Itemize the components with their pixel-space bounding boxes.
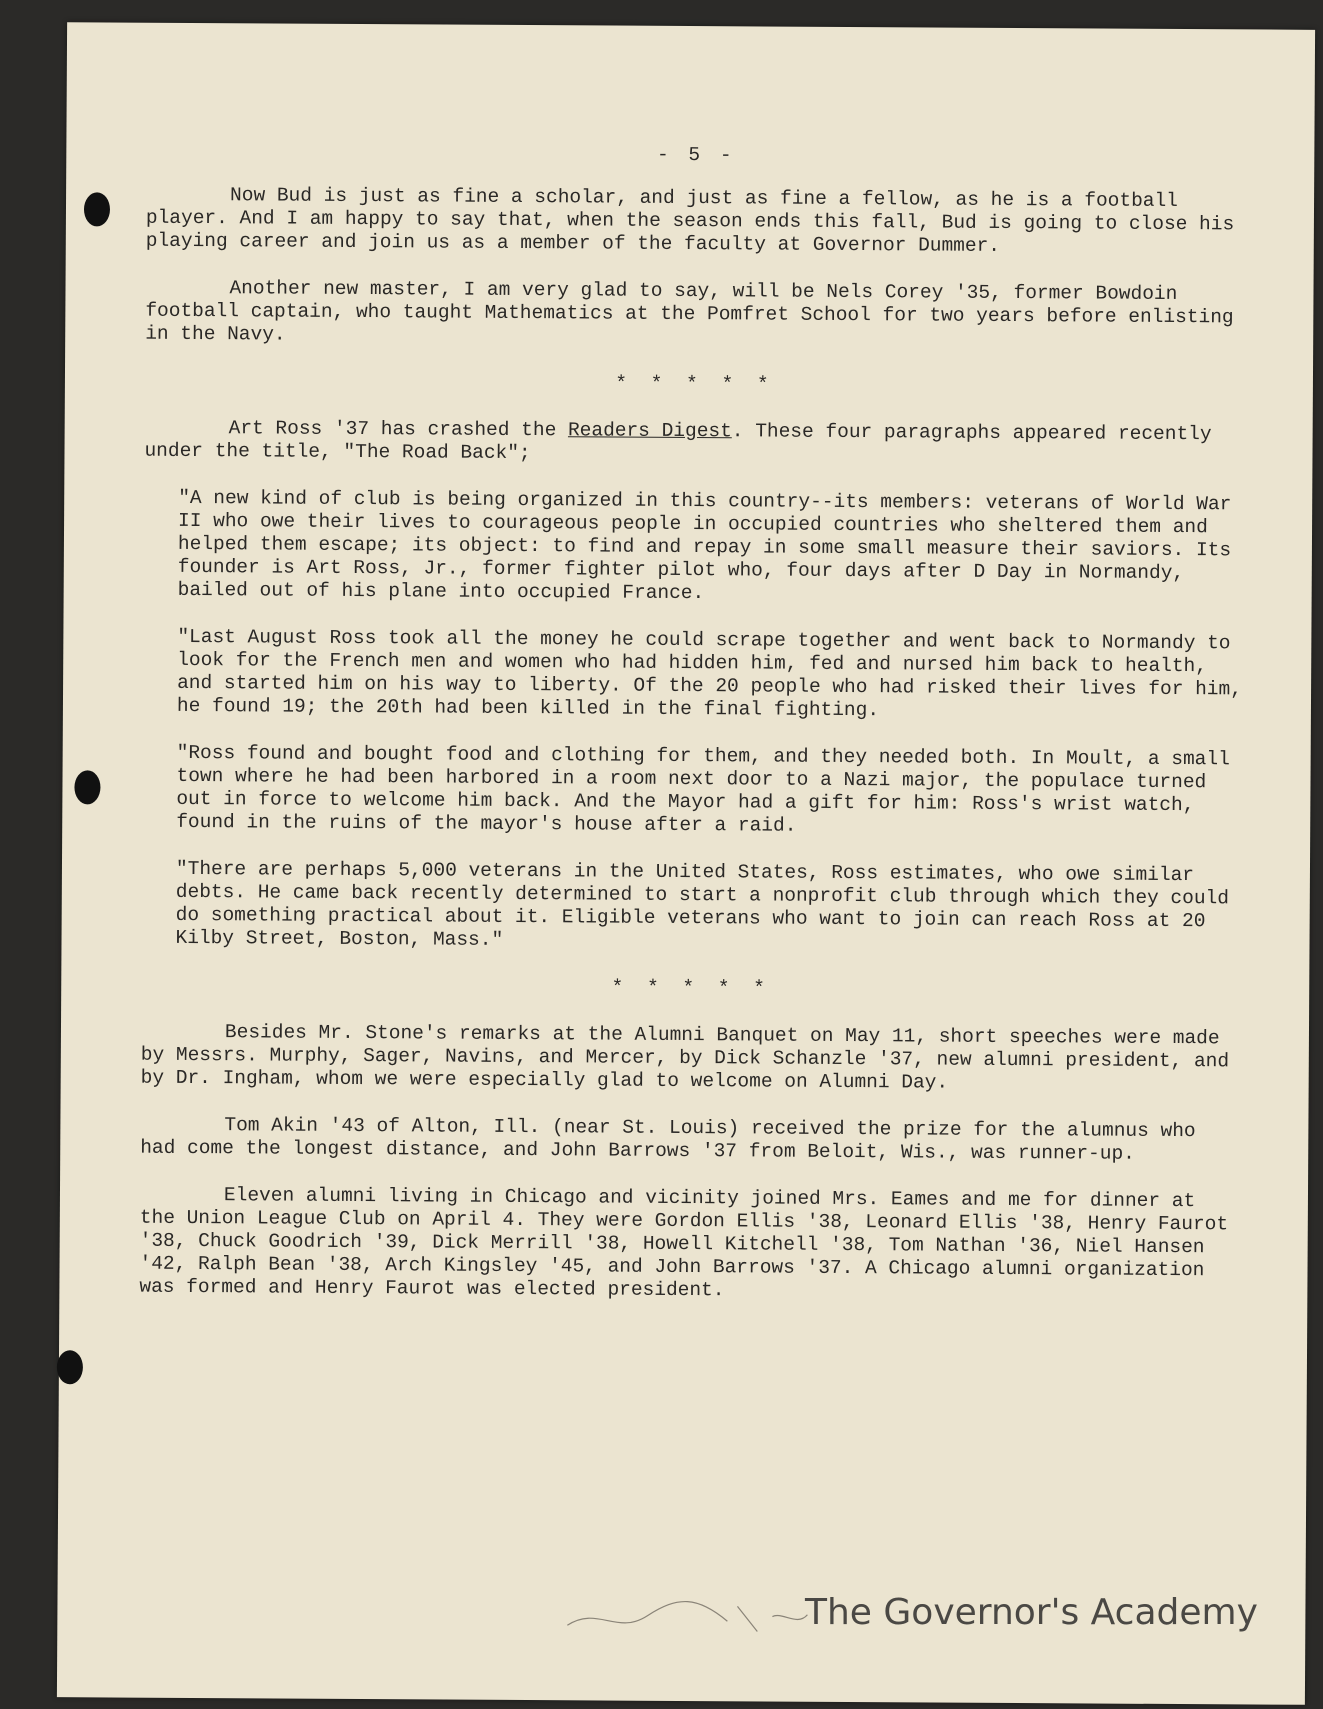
- paragraph-alumni-banquet: Besides Mr. Stone's remarks at the Alumni Banquet on May 11, short speeches were made by Messrs. Murphy, Sager, Navins, and Mercer, by Dick Schanzle '37, new alumni president, and by Dr. Ingham, whom we were especially glad to welcome on Alumni Day.: [140, 1021, 1241, 1094]
- page-number: - 5 -: [656, 143, 736, 167]
- quote-paragraph: "There are perhaps 5,000 veterans in the United States, Ross estimates, who owe similar debts. He came back recently determined to start a nonprofit club through which they could do something practical about it. Eligible veterans who want to join can reach Ross at 20 Kilby Street, Boston, Mass.": [175, 857, 1241, 951]
- quote-paragraph: "Last August Ross took all the money he could scrape together and went back to Normandy to look for the French men and women who had hidden him, fed and nursed him back to health, and started him on his way to liberty. Of the 20 people who had risked their lives for him, he found 19; the 20th had been killed in the final fighting.: [176, 625, 1254, 722]
- watermark: The Governor's Academy: [805, 1592, 1258, 1633]
- quote-paragraph: "A new kind of club is being organized in this country--its members: veterans of World War II who owe their lives to courageous people in occupied countries who sheltered them and helped them escape; its object: to find and repay in some small measure their saviors. Its founder is Art Ross, Jr., former fighter pilot who, four days after D Day in Normandy, bailed out of his plane into occupied France.: [177, 486, 1244, 605]
- intro-text: Art Ross '37 has crashed the: [228, 417, 569, 442]
- separator-stars: * * * * *: [615, 372, 775, 396]
- paragraph-readers-digest: [144, 417, 1244, 470]
- handwritten-mark: [557, 1585, 817, 1647]
- typed-text: [139, 141, 1254, 1330]
- punch-hole-top: [84, 192, 110, 226]
- document-page: [57, 22, 1315, 1705]
- intro-text-end: . These four paragraphs appeared recently under the title, "The Road Back";: [144, 420, 1224, 465]
- paragraph-bud: Now Bud is just as fine a scholar, and just as fine a fellow, as he is a football player. And I am happy to say that, when the season ends this fall, Bud is going to close his playing career and join us as a member of the faculty at Governor Dummer.: [145, 184, 1246, 257]
- readers-digest-title: Readers Digest: [567, 419, 732, 443]
- quote-paragraph: "Ross found and bought food and clothing for them, and they needed both. In Moult, a small town where he had been harbored in a room next door to a Nazi major, the populace turned out in force to welcome him back. And the Mayor had a gift for him: Ross's wrist watch, found in the ruins of the mayor's house after a raid.: [176, 741, 1242, 837]
- punch-hole-bottom: [57, 1350, 83, 1384]
- separator-stars: * * * * *: [611, 976, 771, 1000]
- punch-hole-middle: [74, 770, 100, 804]
- paragraph-nels-corey: Another new master, I am very glad to say, will be Nels Corey '35, former Bowdoin football captain, who taught Mathematics at the Pomfret School for two years before enlisting in the Navy.: [145, 277, 1246, 346]
- paragraph-tom-akin: Tom Akin '43 of Alton, Ill. (near St. Louis) received the prize for the alumnus who had come the longest distance, and John Barrows '37 from Beloit, Wis., was runner-up.: [140, 1114, 1208, 1165]
- paragraph-chicago-alumni: Eleven alumni living in Chicago and vicinity joined Mrs. Eames and me for dinner at the Union League Club on April 4. They were Gordon Ellis '38, Leonard Ellis '38, Henry Faurot '38, Chuck Goodrich '39, Dick Merrill '38, Howell Kitchell '38, Tom Nathan '36, Niel Hansen '42, Ralph Bean '38, Arch Kingsley '45, and John Barrows '37. A Chicago alumni organization was formed and Henry Faurot was elected president.: [139, 1184, 1240, 1302]
